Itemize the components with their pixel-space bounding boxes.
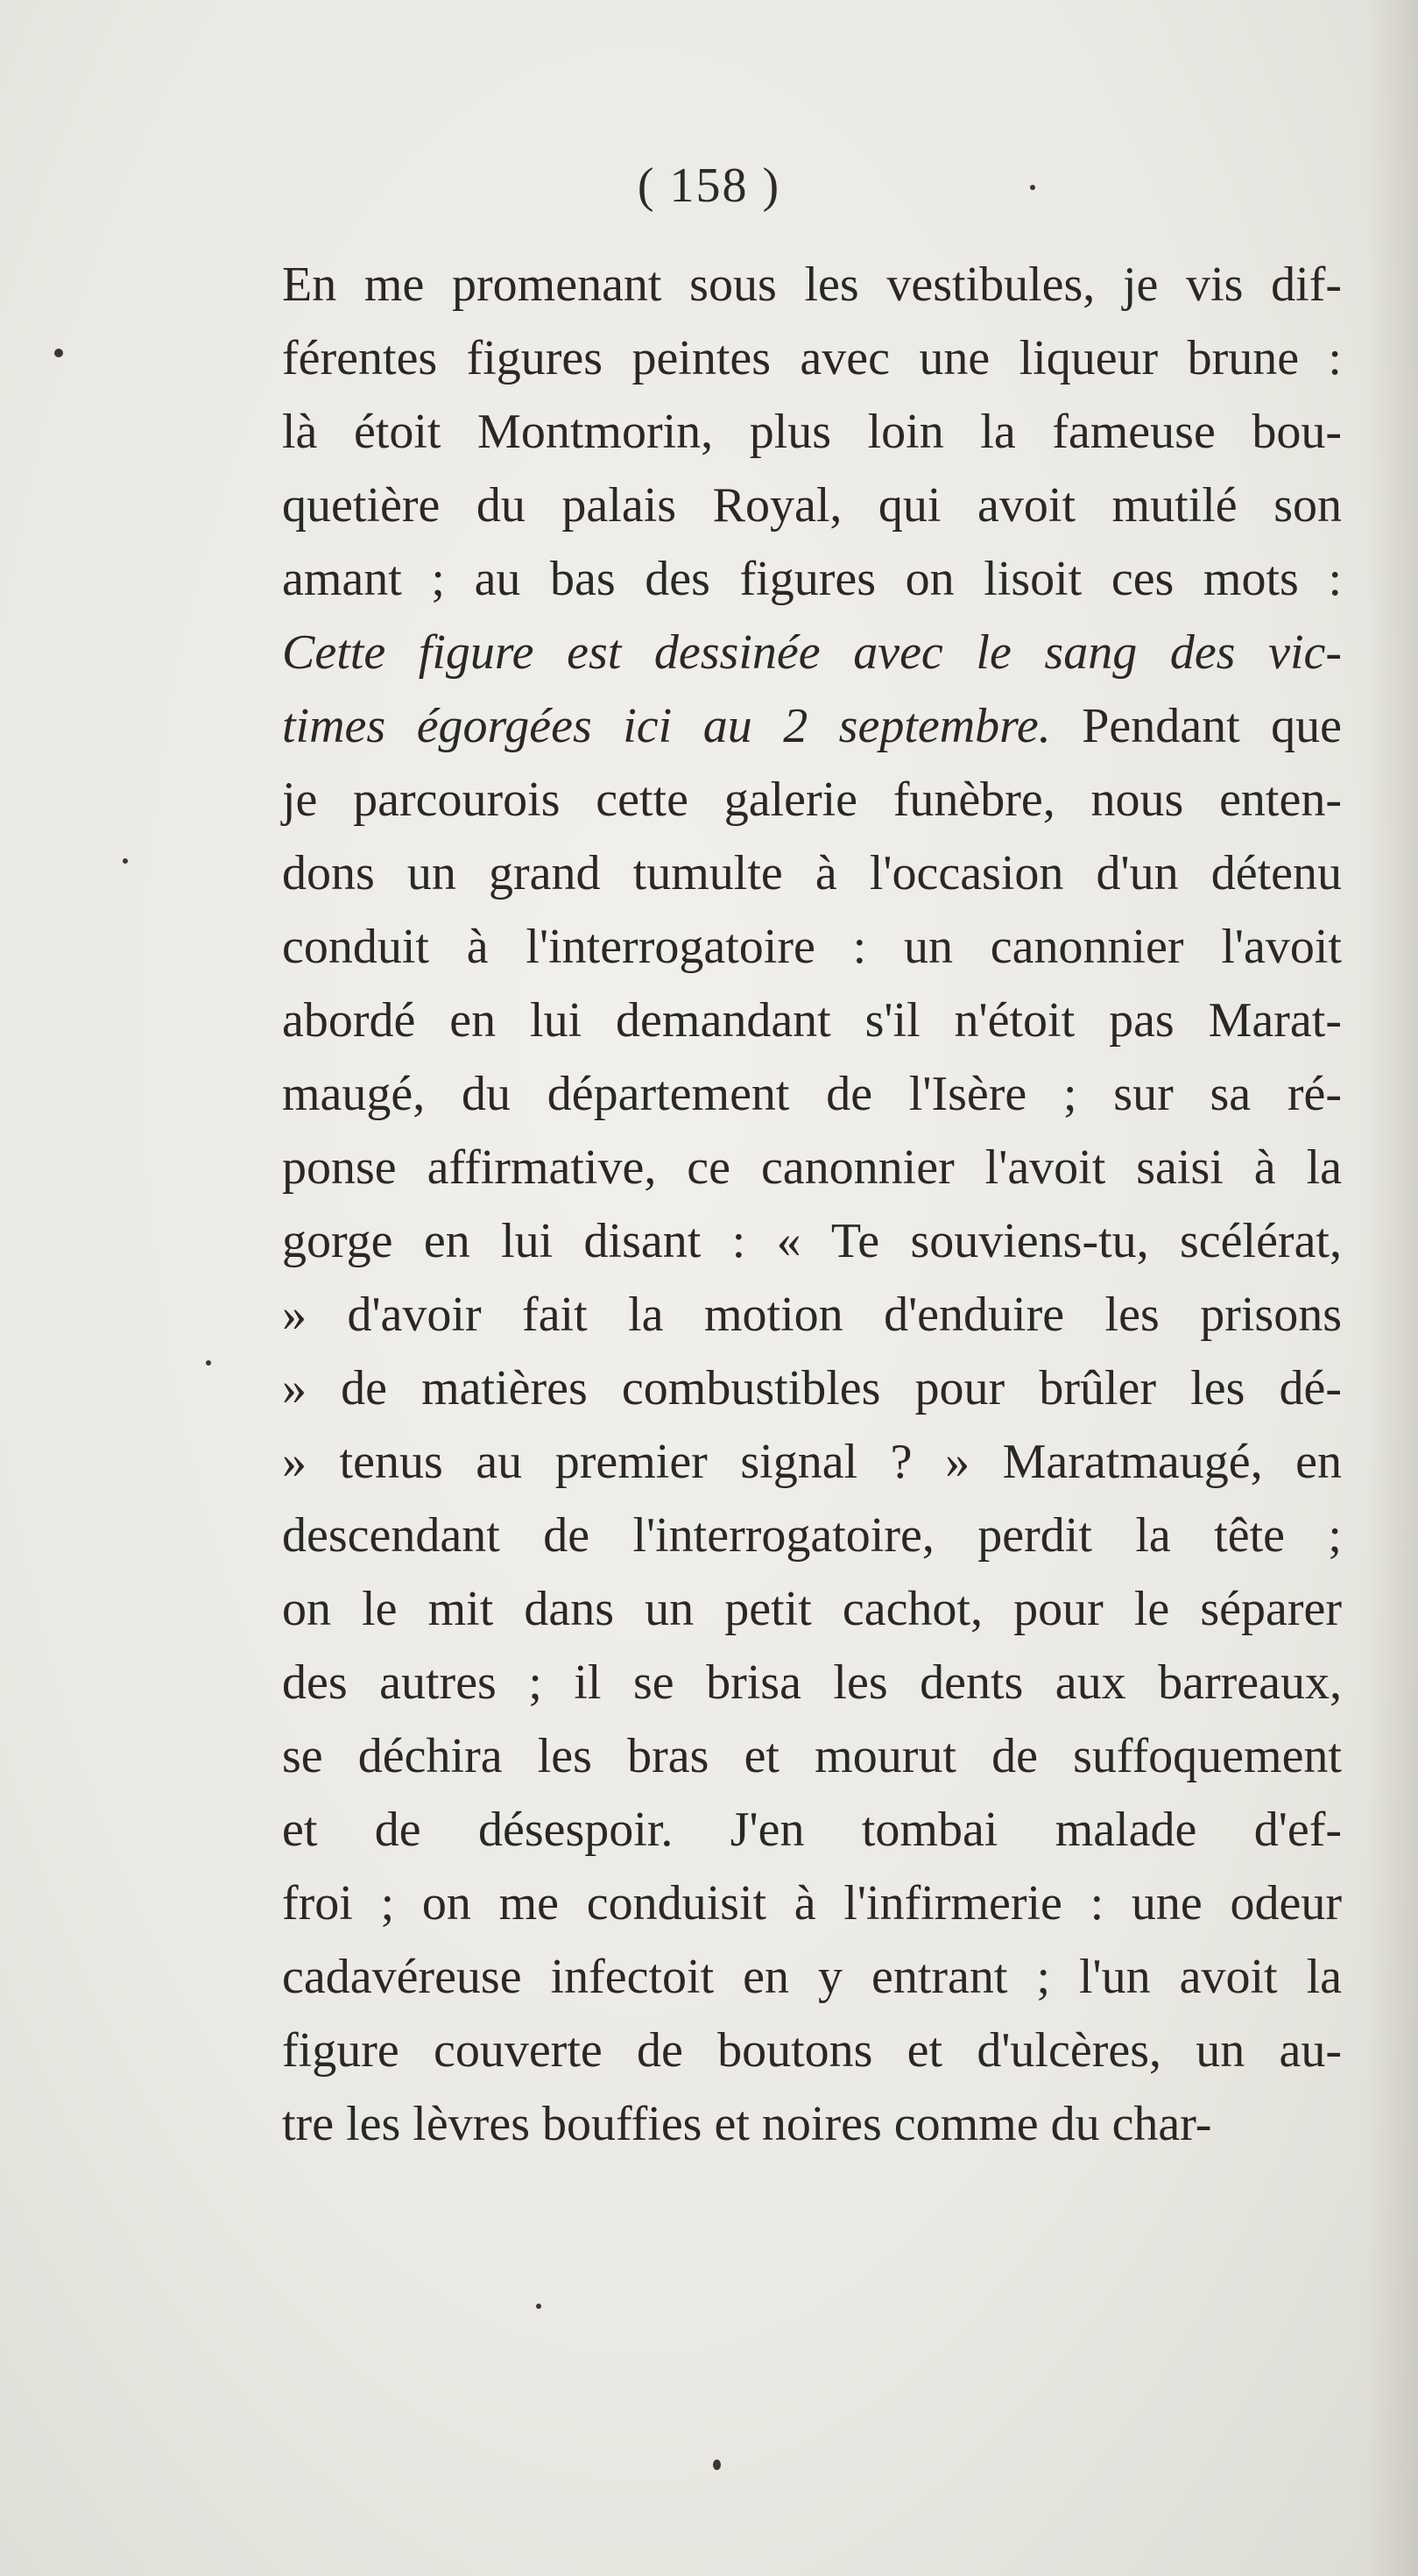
body-text: [282, 248, 1342, 2161]
text-line: maugé, du département de l'Isère ; sur sa ré-: [282, 1067, 1342, 1121]
text-line: et de désespoir. J'en tombai malade d'ef-: [282, 1803, 1342, 1857]
text-line: dons un grand tumulte à l'occasion d'un détenu: [282, 846, 1342, 900]
text-line: tre les lèvres bouffies et noires comme du char-: [282, 2097, 1212, 2151]
text-line: descendant de l'interrogatoire, perdit la tête ;: [282, 1508, 1342, 1563]
text-line: abordé en lui demandant s'il n'étoit pas Marat-: [282, 993, 1342, 1048]
text-line: » d'avoir fait la motion d'enduire les prisons: [282, 1288, 1342, 1342]
text-line: froi ; on me conduisit à l'infirmerie : une odeur: [282, 1876, 1342, 1930]
paper-speck: [713, 2460, 721, 2470]
text-line: ponse affirmative, ce canonnier l'avoit saisi à la: [282, 1140, 1342, 1195]
text-line: conduit à l'interrogatoire : un canonnier l'avoit: [282, 920, 1342, 974]
text-line-italic: Cette figure est dessinée avec le sang des vic-: [282, 625, 1342, 680]
text-line: gorge en lui disant : « Te souviens-tu, scélérat,: [282, 1214, 1342, 1268]
paper-speck: [206, 1360, 211, 1366]
text-line: quetière du palais Royal, qui avoit mutilé son: [282, 478, 1342, 533]
page-number: ( 158 ): [637, 159, 781, 213]
text-line: » tenus au premier signal ? » Maratmaugé, en: [282, 1435, 1342, 1489]
text-line: cadavéreuse infectoit en y entrant ; l'un avoit la: [282, 1950, 1342, 2004]
text-line: En me promenant sous les vestibules, je vis dif-: [282, 258, 1342, 312]
text-line-mixed: times égorgées ici au 2 septembre. Pendant que: [282, 699, 1342, 753]
paper-speck: [54, 349, 63, 357]
text-line: là étoit Montmorin, plus loin la fameuse bou-: [282, 405, 1342, 459]
page-spine-shadow: [1365, 0, 1418, 2576]
text-line: férentes figures peintes avec une liqueur brune :: [282, 331, 1342, 385]
text-line: amant ; au bas des figures on lisoit ces mots :: [282, 552, 1342, 606]
text-line: on le mit dans un petit cachot, pour le séparer: [282, 1582, 1342, 1636]
text-line: figure couverte de boutons et d'ulcères, un au-: [282, 2023, 1342, 2078]
text-line: je parcourois cette galerie funèbre, nous enten-: [282, 773, 1342, 827]
text-line: » de matières combustibles pour brûler les dé-: [282, 1361, 1342, 1415]
paper-speck: [536, 2304, 541, 2309]
paper-speck: [123, 858, 128, 864]
text-line: se déchira les bras et mourut de suffoquement: [282, 1729, 1342, 1783]
paper-speck: [1030, 185, 1035, 190]
text-line: des autres ; il se brisa les dents aux barreaux,: [282, 1655, 1342, 1710]
